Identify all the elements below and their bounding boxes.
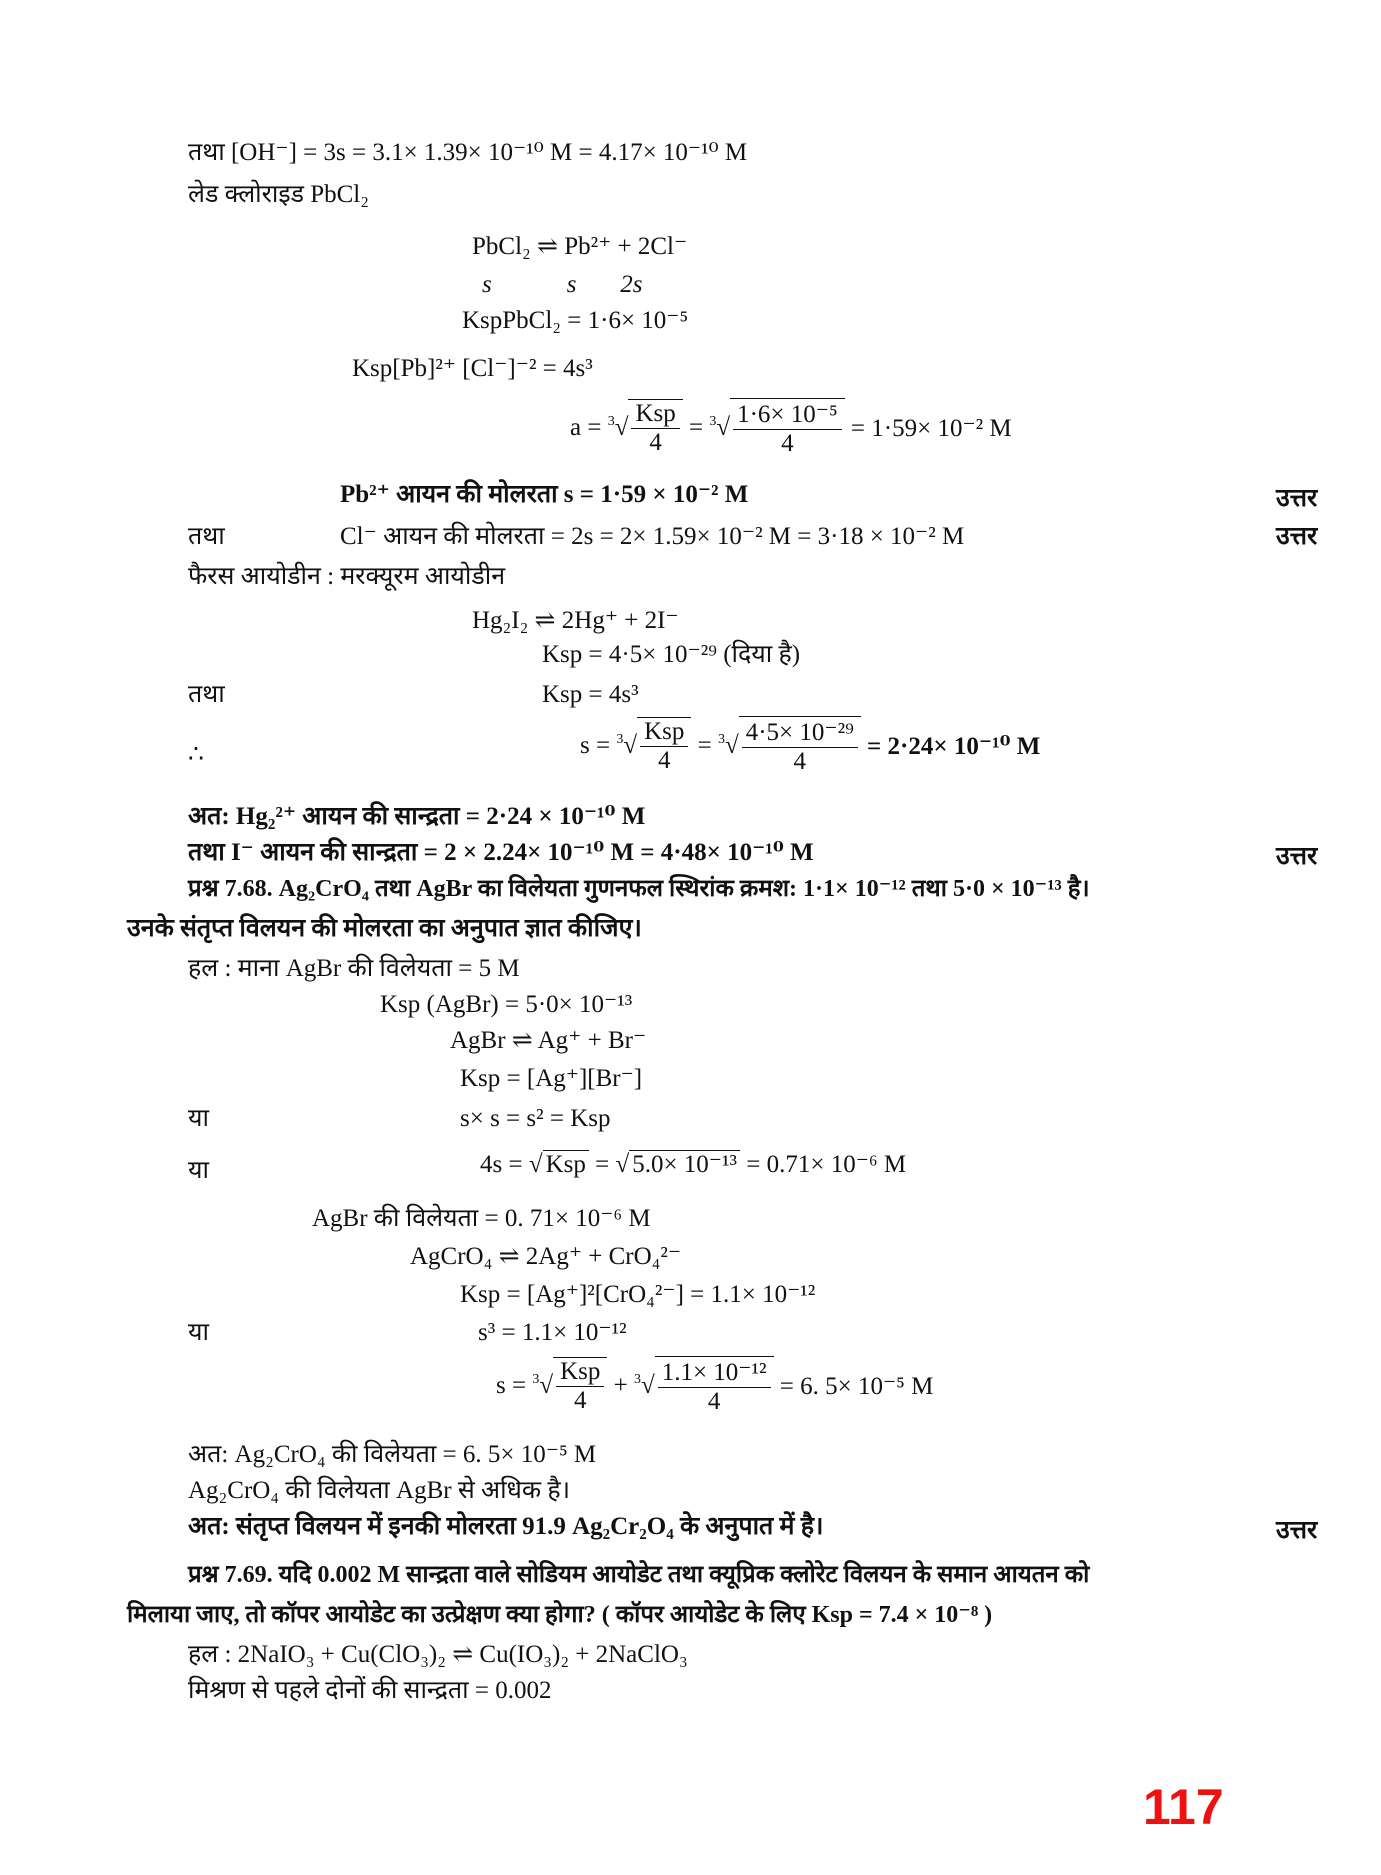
fraction: $\frac{\text{Ksp}}{4}$ — [637, 717, 691, 775]
line-hg2-concentration: अत: Hg₂²⁺ आयन की सान्द्रता = 2·24 × 10⁻¹⁰ M — [188, 803, 646, 830]
question-7-68: प्रश्न 7.68. Ag₂CrO₄ तथा AgBr का विलेयता गुणनफल स्थिरांक क्रमश: 1·1× 10⁻¹² तथा 5·0 × 10⁻¹³ है। — [188, 876, 1090, 902]
line-cl-molarity: Cl⁻ आयन की मोलरता = 2s = 2× 1.59× 10⁻² M = 3·18 × 10⁻² M — [340, 523, 965, 550]
line-ksp-hg2i2: Ksp = 4·5× 10⁻²⁹ (दिया है) — [542, 641, 801, 668]
line-ksp-pbcl2: KspPbCl₂ = 1·6× 10⁻⁵ — [462, 307, 689, 334]
line-lead-chloride: लेड क्लोराइड PbCl₂ — [188, 181, 369, 208]
word-ya: या — [188, 1105, 209, 1132]
question-7-69-cont: मिलाया जाए, तो कॉपर आयोडेट का उत्प्रेक्षण क्या होगा? ( कॉपर आयोडेट के लिए Ksp = 7.4 × 10⁻⁸ ) — [127, 1602, 993, 1628]
line-molarity-ratio: अत: संतृप्त विलयन में इनकी मोलरता 91.9 Ag₂Cr₂O₄ के अनुपात में है। — [188, 1513, 824, 1540]
eq-cube-root-s2: s = $^3$√ $\frac{\text{Ksp}}{4}$ + $^3$√ $\frac{\text{1.1× 10⁻¹²}}{4}$ = 6. 5× 10⁻⁵ M — [496, 1358, 934, 1415]
line-i-concentration: तथा I⁻ आयन की सान्द्रता = 2 × 2.24× 10⁻¹⁰ M = 4·48× 10⁻¹⁰ M — [188, 839, 814, 866]
eq-sqrt-ksp: 4s = √ Ksp = √ 5.0× 10⁻¹³ = 0.71× 10⁻⁶ M — [480, 1151, 907, 1178]
question-7-69: प्रश्न 7.69. यदि 0.002 M सान्द्रता वाले सोडियम आयोडेट तथा क्यूप्रिक क्लोरेट विलयन के समान आयतन को — [188, 1562, 1090, 1588]
line-tatha: तथा — [188, 523, 225, 550]
line-ksp-agbr: Ksp (AgBr) = 5·0× 10⁻¹³ — [380, 991, 633, 1018]
answer-label: उत्तर — [1276, 843, 1318, 870]
line-ksp-expression: Ksp[Pb]²⁺ [Cl⁻]⁻² = 4s³ — [352, 355, 593, 382]
answer-label: उत्तर — [1276, 523, 1318, 550]
eq-agbr-dissociation: AgBr ⇌ Ag⁺ + Br⁻ — [450, 1027, 647, 1054]
eq-lhs: a = — [570, 414, 602, 441]
answer-label: उत्तर — [1276, 1517, 1318, 1544]
line-ag2cro4-solubility: अत: Ag₂CrO₄ की विलेयता = 6. 5× 10⁻⁵ M — [188, 1441, 597, 1468]
therefore-sign: ∴ — [188, 741, 204, 768]
line-pb-molarity: Pb²⁺ आयन की मोलरता s = 1·59 × 10⁻² M — [340, 481, 749, 508]
line-ksp-agcro4: Ksp = [Ag⁺]²[CrO₄²⁻] = 1.1× 10⁻¹² — [460, 1281, 816, 1308]
eq-cube-root-s: s = $^3$√ $\frac{\text{Ksp}}{4}$ = $^3$√ $\frac{\text{4·5× 10⁻²⁹}}{4}$ = 2·24× 10⁻¹⁰ M — [580, 718, 1041, 775]
solution-7-69-eq: हल : 2NaIO₃ + Cu(ClO₃)₂ ⇌ Cu(IO₃)₂ + 2NaClO₃ — [188, 1641, 688, 1668]
line-s-cubed: s³ = 1.1× 10⁻¹² — [478, 1319, 627, 1346]
fraction: $\frac{\text{Ksp}}{4}$ — [553, 1357, 607, 1415]
eq-agcro4-dissociation: AgCrO₄ ⇌ 2Ag⁺ + CrO₄²⁻ — [410, 1243, 682, 1270]
line-initial-concentration: मिश्रण से पहले दोनों की सान्द्रता = 0.002 — [188, 1677, 552, 1704]
line-ksp-agbr-expr: Ksp = [Ag⁺][Br⁻] — [460, 1065, 643, 1092]
line-oh-concentration: तथा [OH⁻] = 3s = 3.1× 1.39× 10⁻¹⁰ M = 4.17× 10⁻¹⁰ M — [188, 139, 748, 166]
solution-start: हल : माना AgBr की विलेयता = 5 M — [188, 955, 520, 982]
fraction: $\frac{\text{1.1× 10⁻¹²}}{4}$ — [655, 1356, 774, 1416]
fraction: $\frac{\text{Ksp}}{4}$ — [628, 399, 682, 457]
eq-hg2i2-dissociation: Hg₂I₂ ⇌ 2Hg⁺ + 2I⁻ — [472, 607, 679, 634]
line-s-squared: s× s = s² = Ksp — [460, 1105, 611, 1132]
word-ya: या — [188, 1319, 209, 1346]
page-number: 117 — [1143, 1779, 1224, 1835]
line-ferrous-iodine: फैरस आयोडीन : मरक्यूरम आयोडीन — [188, 563, 506, 590]
eq-pbcl2-dissociation: PbCl₂ ⇌ Pb²⁺ + 2Cl⁻ — [472, 233, 688, 260]
line-s-labels: s s 2s — [482, 271, 643, 298]
answer-label: उत्तर — [1276, 485, 1318, 512]
word-ya: या — [188, 1157, 209, 1184]
line-comparison: Ag₂CrO₄ की विलेयता AgBr से अधिक है। — [188, 1477, 571, 1504]
fraction: $\frac{\text{4·5× 10⁻²⁹}}{4}$ — [739, 716, 861, 776]
fraction: $\frac{\text{1·6× 10⁻⁵}}{4}$ — [730, 398, 845, 458]
line-agbr-solubility: AgBr की विलेयता = 0. 71× 10⁻⁶ M — [312, 1205, 651, 1232]
line-ksp-4s3: Ksp = 4s³ — [542, 681, 639, 708]
cube-root-sign: √ — [614, 414, 629, 441]
eq-cube-root-a: a = $^3$√ $\frac{\text{Ksp}}{4}$ = $^3$√ $\frac{\text{1·6× 10⁻⁵}}{4}$ = 1·59× 10⁻² M — [570, 400, 1012, 457]
line-tatha: तथा — [188, 681, 225, 708]
question-7-68-cont: उनके संतृप्त विलयन की मोलरता का अनुपात ज्ञात कीजिए। — [127, 915, 642, 942]
